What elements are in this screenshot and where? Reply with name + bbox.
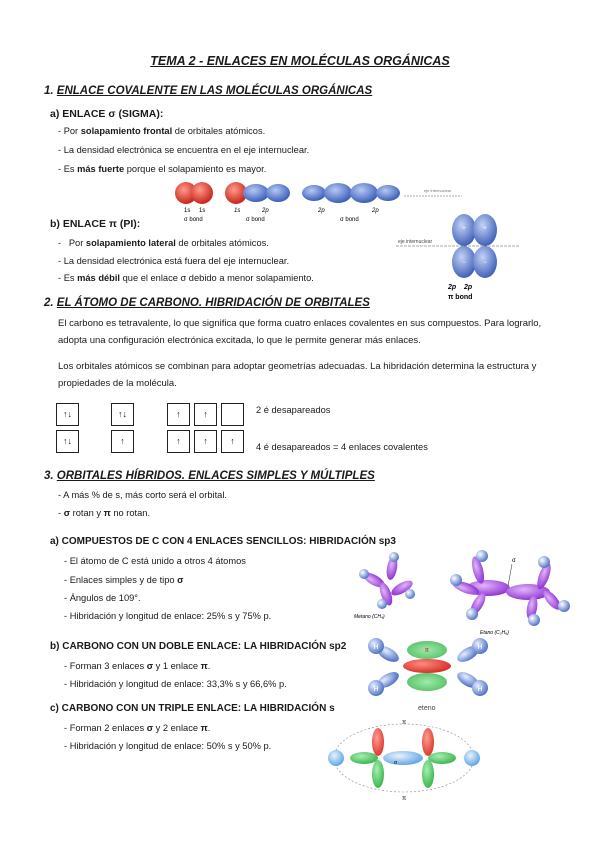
section-3-heading: 3. ORBITALES HÍBRIDOS. ENLACES SIMPLES Y MÚLTIPLES [44,470,375,482]
pi-bond-figure [392,212,522,304]
svg-text:2p: 2p [262,208,269,214]
sp-figure [324,716,484,806]
sigma-heading: a) ENLACE σ (SIGMA): [50,108,164,120]
sp3-figure [352,548,577,638]
box-2p-excited-1: ↑ [167,430,190,453]
sp2-item-1: - Forman 3 enlaces σ y 1 enlace π. [64,661,211,671]
hybrid-item-2: - σ rotan y π no rotan. [58,508,151,518]
sp2-item-2: - Hibridación y longitud de enlace: 33,3% s y 66,6% p. [64,679,287,689]
svg-text:σ bond: σ bond [246,217,265,223]
svg-text:Metano (CH₄): Metano (CH₄) [354,614,385,620]
svg-text:1s: 1s [184,208,191,214]
2p-lobe-b [302,185,326,201]
svg-text:π: π [402,796,407,802]
svg-text:H: H [477,686,483,693]
sp-item-2: - Hibridación y longitud de enlace: 50% s y 50% p. [64,741,272,751]
sp2-heading: b) CARBONO CON UN DOBLE ENLACE: LA HIBRIDACIÓN sp2 [50,641,347,652]
svg-text:π: π [424,648,430,654]
section-1-title: ENLACE COVALENTE EN LAS MOLÉCULAS ORGÁNICAS [56,85,373,97]
svg-text:H: H [373,686,379,693]
svg-text:−: − [462,260,466,266]
page-title: TEMA 2 - ENLACES EN MOLÉCULAS ORGÁNICAS [150,54,450,68]
2p-lobe-a [243,184,269,202]
svg-text:2p: 2p [372,208,379,214]
svg-text:π: π [402,720,407,726]
svg-text:σ: σ [512,558,516,564]
svg-text:1s: 1s [234,208,241,214]
box-2p-excited-2: ↑ [194,430,217,453]
1s-orbital-b [191,182,213,204]
sigma-item-3: - Es más fuerte porque el solapamiento es mayor. [58,164,267,174]
sp3-item-4: - Hibridación y longitud de enlace: 25% s y 75% p. [64,611,272,621]
excited-state-note: 4 é desapareados = 4 enlaces covalentes [256,442,428,452]
svg-text:−: − [483,260,487,266]
section-1-heading [44,85,372,97]
pi-item-3: - Es más débil que el enlace σ debido a menor solapamiento. [58,273,314,283]
box-1s-ground: ↑↓ [56,403,79,426]
svg-text:+: + [483,226,487,232]
svg-text:+: + [462,226,466,232]
box-2p-excited-3: ↑ [221,430,244,453]
svg-text:1s: 1s [199,208,206,214]
svg-text:2p: 2p [318,208,325,214]
section-2-heading: 2. EL ÁTOMO DE CARBONO. HIBRIDACIÓN DE ORBITALES [44,297,370,309]
section-1-number: 1. [44,85,54,97]
sp2-figure [364,634,494,714]
ground-state-note: 2 é desapareados [256,405,331,415]
svg-text:σ bond: σ bond [184,217,203,223]
sp-item-1: - Forman 2 enlaces σ y 2 enlace π. [64,723,211,733]
sp3-item-2: - Enlaces simples y de tipo σ [64,575,184,585]
sp3-item-3: - Ángulos de 109°. [64,593,141,603]
svg-text:σ: σ [394,760,398,766]
sigma-item-2: - La densidad electrónica se encuentra en el eje internuclear. [58,145,310,155]
sp3-heading: a) COMPUESTOS DE C CON 4 ENLACES SENCILLOS: HIBRIDACIÓN sp3 [50,536,396,547]
box-2p-ground-1: ↑ [167,403,190,426]
svg-text:σ bond: σ bond [340,217,359,223]
svg-text:H: H [373,644,379,651]
box-1s-excited: ↑↓ [56,430,79,453]
sigma-item-1: - Por solapamiento frontal de orbitales atómicos. [58,126,266,136]
svg-text:Etano (C₂H₆): Etano (C₂H₆) [480,630,509,636]
box-2p-ground-3 [221,403,244,426]
svg-text:eje internuclear: eje internuclear [398,239,433,245]
svg-text:eteno: eteno [418,705,436,712]
svg-text:π bond: π bond [448,294,473,301]
svg-text:2p: 2p [448,284,457,291]
svg-text:eje internuclear: eje internuclear [424,188,452,193]
sp-heading: c) CARBONO CON UN TRIPLE ENLACE: LA HIBRIDACIÓN s [50,703,335,714]
svg-text:2p: 2p [464,284,473,291]
sp3-item-1: - El átomo de C está unido a otros 4 átomos [64,556,246,566]
box-2s-ground: ↑↓ [111,403,134,426]
pi-item-2: - La densidad electrónica está fuera del eje internuclear. [58,256,290,266]
box-2p-ground-2: ↑ [194,403,217,426]
methane-model [354,552,415,620]
box-2s-excited: ↑ [111,430,134,453]
svg-text:H: H [477,644,483,651]
hybrid-item-1: - A más % de s, más corto será el orbital. [58,490,227,500]
pi-heading: b) ENLACE π (PI): [50,218,141,230]
carbon-paragraph-1: El carbono es tetravalente, lo que significa que forma cuatro enlaces covalentes en sus compuestos. Para lograrlo, adopta una configuración electrónica excitada, lo que le permite generar más enlaces. [58,318,542,346]
pi-item-1: - Por solapamiento lateral de orbitales atómicos. [58,238,269,248]
carbon-paragraph-2: Los orbitales atómicos se combinan para adoptar geometrías adecuadas. La hibridación determina la estructura y propiedades de la molécula. [58,361,537,389]
ethane-model [450,550,570,636]
